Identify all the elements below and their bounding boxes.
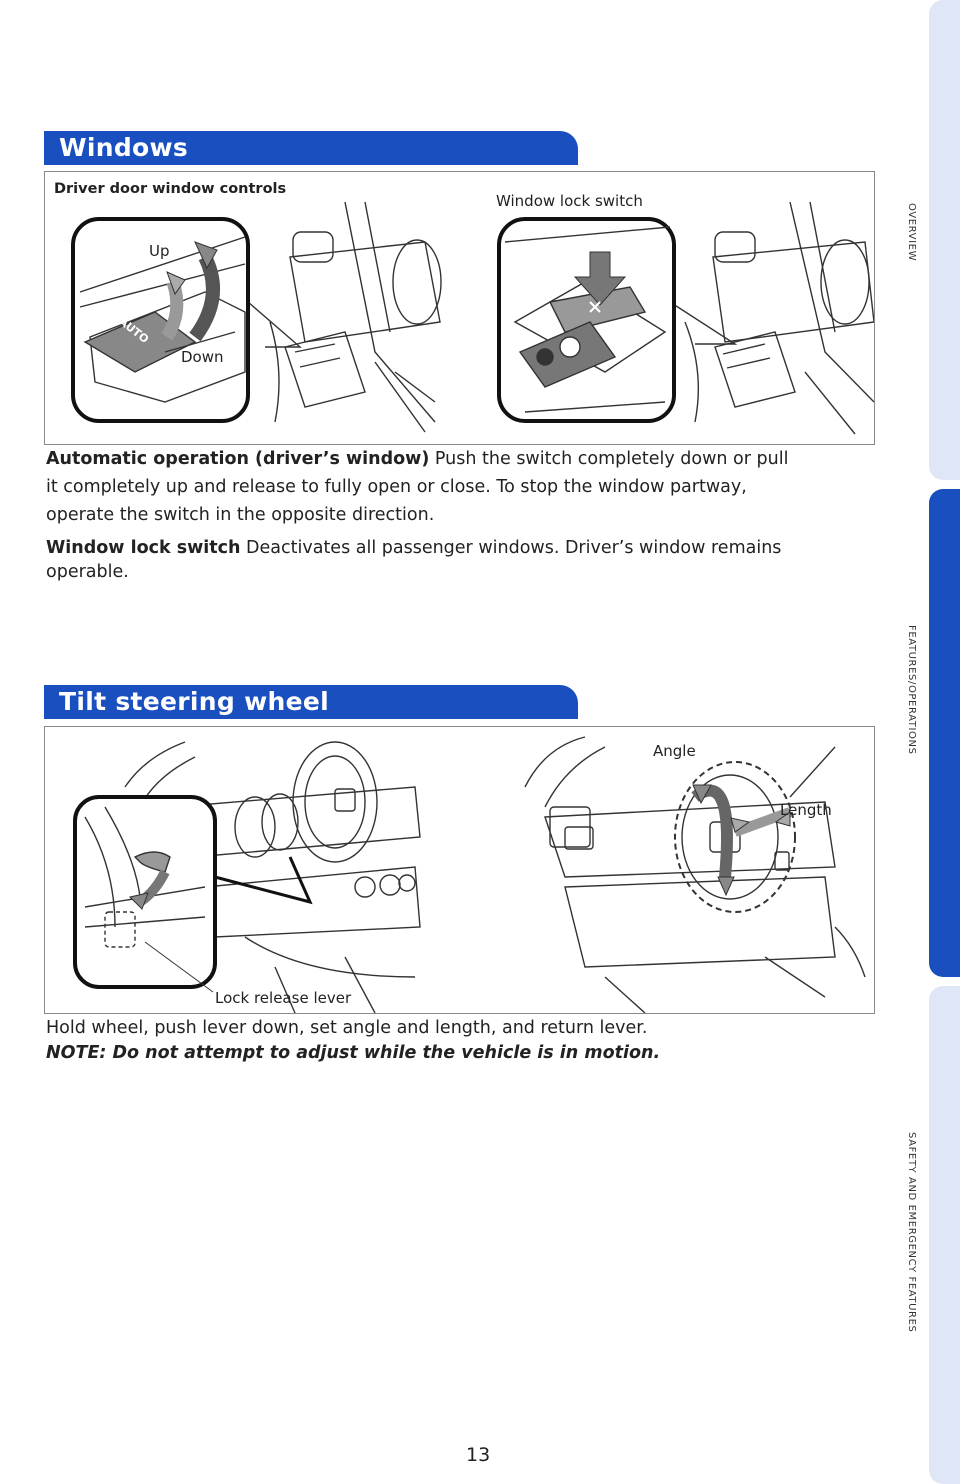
tilt-section-header bbox=[44, 685, 578, 719]
auto-operation-line2: it completely up and release to fully open or close. To stop the window partway, bbox=[46, 477, 747, 497]
auto-operation-line1: Push the switch completely down or pull bbox=[429, 449, 789, 469]
down-label: Down bbox=[181, 348, 224, 366]
tilt-instructions-text bbox=[46, 1016, 866, 1066]
windows-title: Windows bbox=[59, 133, 189, 162]
door-window-illustration bbox=[45, 172, 874, 444]
windows-section-header bbox=[44, 131, 578, 165]
tab-safety-label: SAFETY AND EMERGENCY FEATURES bbox=[906, 1132, 917, 1333]
lock-release-lever-label: Lock release lever bbox=[215, 989, 352, 1007]
auto-operation-heading: Automatic operation (driver’s window) bbox=[46, 449, 430, 469]
up-label: Up bbox=[149, 242, 170, 260]
auto-switch-text: AUTO bbox=[116, 314, 152, 347]
window-lock-switch-text bbox=[46, 536, 866, 584]
window-lock-line2: operable. bbox=[46, 562, 129, 582]
tab-overview-label: OVERVIEW bbox=[906, 203, 917, 262]
angle-label: Angle bbox=[653, 742, 696, 760]
tab-safety-emergency[interactable] bbox=[929, 986, 960, 1484]
tab-overview[interactable] bbox=[929, 0, 960, 480]
tilt-instruction: Hold wheel, push lever down, set angle and length, and return lever. bbox=[46, 1018, 648, 1038]
tilt-figure bbox=[44, 726, 875, 1014]
windows-figure bbox=[44, 171, 875, 445]
page-number: 13 bbox=[466, 1444, 491, 1466]
window-lock-heading: Window lock switch bbox=[46, 538, 241, 558]
steering-wheel-illustration bbox=[45, 727, 874, 1013]
tilt-note: NOTE: Do not attempt to adjust while the vehicle is in motion. bbox=[46, 1043, 661, 1063]
window-lock-switch-label: Window lock switch bbox=[496, 192, 643, 210]
window-lock-line1: Deactivates all passenger windows. Driver’s window remains bbox=[240, 538, 782, 558]
windows-automatic-operation-text bbox=[46, 445, 866, 529]
tab-features-operations[interactable] bbox=[929, 489, 960, 977]
driver-door-controls-label: Driver door window controls bbox=[54, 181, 287, 197]
tilt-title: Tilt steering wheel bbox=[59, 687, 329, 716]
length-label: Length bbox=[780, 801, 832, 819]
auto-operation-line3: operate the switch in the opposite direction. bbox=[46, 505, 435, 525]
tab-features-label: FEATURES/OPERATIONS bbox=[906, 625, 917, 755]
